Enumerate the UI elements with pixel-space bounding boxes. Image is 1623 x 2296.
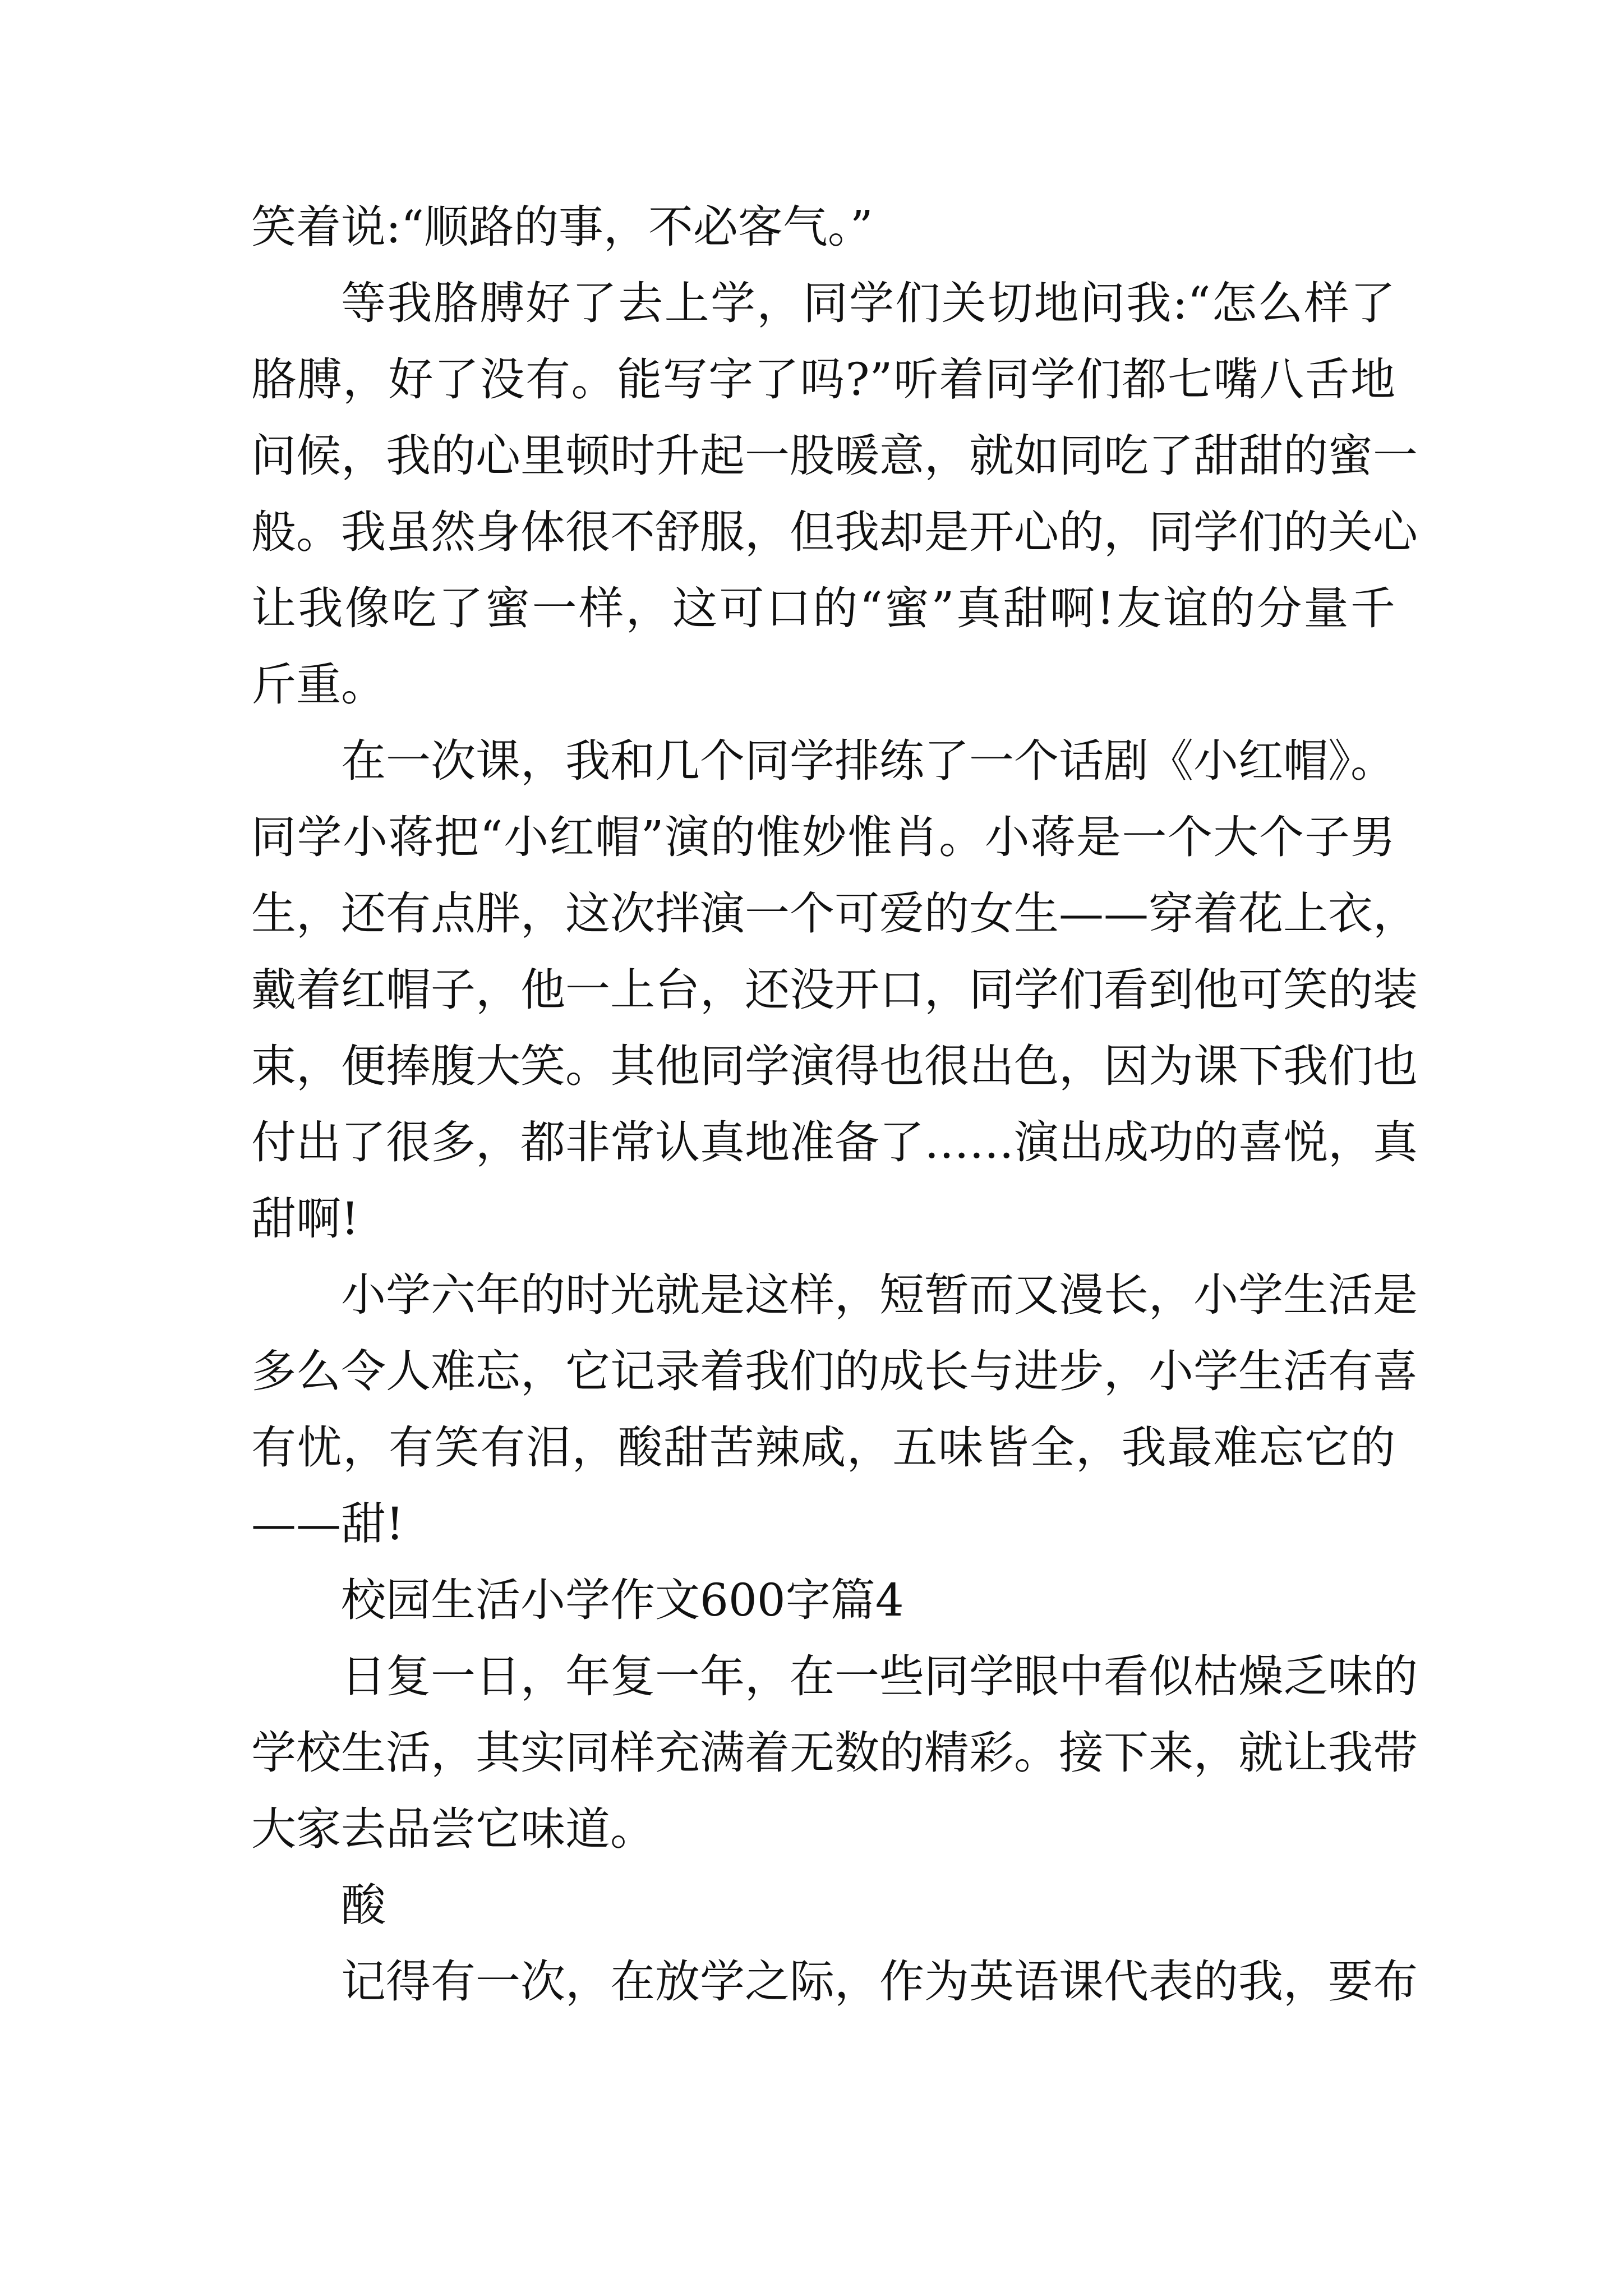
text-line: 笑着说:“顺路的事，不必客气。”: [251, 201, 873, 253]
text-line: 胳膊，好了没有。能写字了吗?”听着同学们都七嘴八舌地: [251, 353, 1395, 406]
text-line: 在一次课，我和几个同学排练了一个话剧《小红帽》。: [341, 735, 1395, 787]
text-line: 戴着红帽子，他一上台，还没开口，同学们看到他可笑的装: [251, 964, 1418, 1016]
text-line: 般。我虽然身体很不舒服，但我却是开心的，同学们的关心: [251, 506, 1418, 558]
text-line: 付出了很多，都非常认真地准备了……演出成功的喜悦，真: [251, 1116, 1418, 1168]
text-line: 学校生活，其实同样充满着无数的精彩。接下来，就让我带: [251, 1727, 1418, 1779]
text-line: 甜啊!: [251, 1193, 359, 1245]
text-line: 有忧，有笑有泪，酸甜苦辣咸，五味皆全，我最难忘它的: [251, 1421, 1395, 1474]
text-line: 日复一日，年复一年，在一些同学眼中看似枯燥乏味的: [341, 1650, 1418, 1703]
text-line: ——甜!: [251, 1498, 404, 1550]
section-heading: 校园生活小学作文600字篇4: [341, 1574, 904, 1626]
text-line: 大家去品尝它味道。: [251, 1803, 655, 1855]
text-line: 记得有一次，在放学之际，作为英语课代表的我，要布: [341, 1955, 1418, 2008]
text-line: 等我胳膊好了去上学，同学们关切地问我:“怎么样了: [341, 277, 1395, 329]
text-line: 多么令人难忘，它记录着我们的成长与进步，小学生活有喜: [251, 1345, 1418, 1397]
text-line: 斤重。: [251, 659, 386, 711]
text-line: 生，还有点胖，这次拌演一个可爱的女生——穿着花上衣，: [251, 887, 1418, 940]
text-line: 小学六年的时光就是这样，短暂而又漫长，小学生活是: [341, 1269, 1418, 1321]
subheading: 酸: [341, 1879, 386, 1931]
text-line: 束，便捧腹大笑。其他同学演得也很出色，因为课下我们也: [251, 1040, 1418, 1092]
text-line: 让我像吃了蜜一样，这可口的“蜜”真甜啊!友谊的分量千: [251, 582, 1395, 634]
text-line: 同学小蒋把“小红帽”演的惟妙惟肖。小蒋是一个大个子男: [251, 811, 1395, 863]
text-line: 问候，我的心里顿时升起一股暖意，就如同吃了甜甜的蜜一: [251, 430, 1418, 482]
